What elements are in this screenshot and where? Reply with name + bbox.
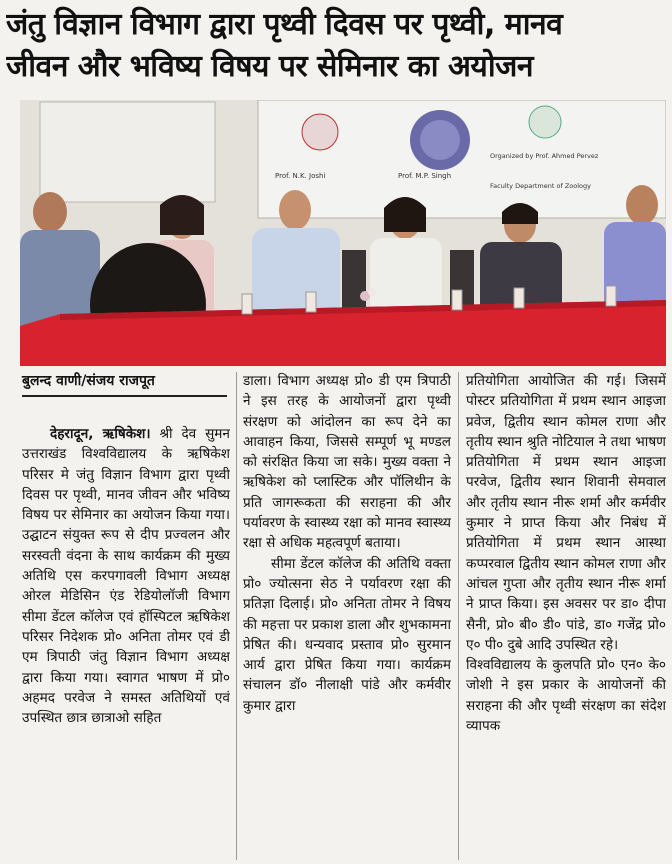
- earth-poster-inner: [420, 120, 460, 160]
- headline-line-1: जंतु विज्ञान विभाग द्वारा पृथ्वी दिवस पर पृथ्वी, मानव: [6, 7, 563, 42]
- poster-1: [302, 114, 338, 150]
- news-photo: [20, 100, 666, 366]
- chair: [342, 250, 366, 310]
- poster-3: [529, 106, 561, 138]
- article-column-3: [466, 371, 666, 861]
- water-glass: [452, 290, 462, 310]
- board-text-2: Prof. M.P. Singh: [398, 172, 452, 180]
- article-column-2: [243, 371, 451, 861]
- column-divider: [458, 372, 459, 860]
- column-divider: [236, 372, 237, 860]
- seminar-photo-illustration: [20, 100, 666, 366]
- column-2-paragraph-2: सीमा डेंटल कॉलेज की अतिथि वक्ता प्रो० ज्योत्सना सेठ ने पर्यावरण रक्षा की प्रतिज्ञा दिलाई। प्रो० अनिता तोमर ने विषय की महत्ता पर प्रकाश डाला और शुभकामना प्रेषित की। धन्यवाद प्रस्ताव प्रो० सुरमान आर्य द्वारा प्रेषित किया गया। कार्यक्रम संचालन डॉ० नीलाक्षी पांडे और कर्मवीर कुमार द्वारा: [243, 555, 451, 714]
- column-2-paragraph-1: डाला। विभाग अध्यक्ष प्रो० डी एम त्रिपाठी ने इस तरह के आयोजनों द्वारा पृथ्वी संरक्षण को आंदोलन का रूप देने का आवाहन किया, जिससे सम्पूर्ण भू मण्डल को संरक्षित किया जा सके। मुख्य वक्ता ने ऋषिकेश को प्लास्टिक और पॉलिथीन के प्रति जागरूकता की सराहना की और पर्यावरण के स्वास्थ्य रक्षा को मानव स्वास्थ्य रक्षा से अधिक महत्वपूर्ण बताया।: [243, 373, 451, 552]
- board-text-3: Organized by Prof. Ahmed Pervez: [490, 152, 599, 160]
- column-3-paragraph-1: प्रतियोगिता आयोजित की गई। जिसमें पोस्टर प्रतियोगिता में प्रथम स्थान आइजा प्रवेज, द्वितीय स्थान कोमल राणा और तृतीय स्थान श्रुति नोटियाल ने तथा भाषण प्रतियोगिता में प्रथम स्थान आइजा परवेज, द्वितीय स्थान शिवानी सेमवाल और तृतीय स्थान नीरू शर्मा और कर्मवीर कुमार ने प्राप्त किया और निबंध में प्रतियोगिता में प्रथम स्थान आस्था कप्परवाल द्वितीय स्थान कोमल राणा और आंचल गुप्ता और तृतीय स्थान नीरू शर्मा ने प्राप्त किया। इस अवसर पर डा० दीपा सैनी, प्रो० बी० डी० पांडे, डा० गजेंद्र प्रो० ए० पी० दुबे आदि उपस्थित रहे।: [466, 373, 666, 653]
- water-glass: [606, 286, 616, 306]
- water-glass: [306, 292, 316, 312]
- left-board: [40, 102, 215, 202]
- water-glass: [242, 294, 252, 314]
- byline-underline: [22, 395, 227, 397]
- column-1-text: श्री देव सुमन उत्तराखंड विश्वविद्यालय के ऋषिकेश परिसर मे जंतु विज्ञान विभाग द्वारा पृथ्वी दिवस पर पृथ्वी, मानव जीवन और भविष्य विषय पर सेमिनार का अयोजन किया गया। उद्घाटन संयुक्त रूप से दीप प्रज्वलन और सरस्वती वंदना के साथ कार्यक्रम की मुख्य अतिथि एस करपगावली विभाग अध्यक्ष ओरल मेडिसिन एंड रेडियोलॉजी विभाग सीमा डेंटल कॉलेज एवं हॉस्पिटल ऋषिकेश परिसर निदेशक प्रो० अनिता तोमर एवं डी एम त्रिपाठी जंतु विज्ञान विभाग अध्यक्ष द्वारा किया गया। स्वागत भाषण में प्रो० अहमद परवेज ने समस्त अतिथियों एवं उपस्थित छात्र छात्राओ सहित: [22, 426, 230, 727]
- byline: बुलन्द वाणी/संजय राजपूत: [22, 373, 155, 389]
- dateline: देहरादून, ऋषिकेश।: [50, 426, 151, 442]
- water-glass: [514, 288, 524, 308]
- headline-line-2: जीवन और भविष्य विषय पर सेमिनार का अयोजन: [6, 49, 534, 84]
- byline-box: [22, 371, 232, 399]
- flower-icon: [368, 288, 376, 296]
- article-paragraph: [22, 424, 230, 728]
- headline: [6, 4, 666, 96]
- board-text-1: Prof. N.K. Joshi: [275, 172, 326, 180]
- board-text-4: Faculty Department of Zoology: [490, 182, 591, 190]
- article-column-1: [22, 424, 230, 862]
- column-3-paragraph-2: विश्वविद्यालय के कुलपति प्रो० एन० के० जोशी ने इस प्रकार के आयोजनों की सराहना की और पृथ्वी संरक्षण का संदेश व्यापक: [466, 657, 666, 735]
